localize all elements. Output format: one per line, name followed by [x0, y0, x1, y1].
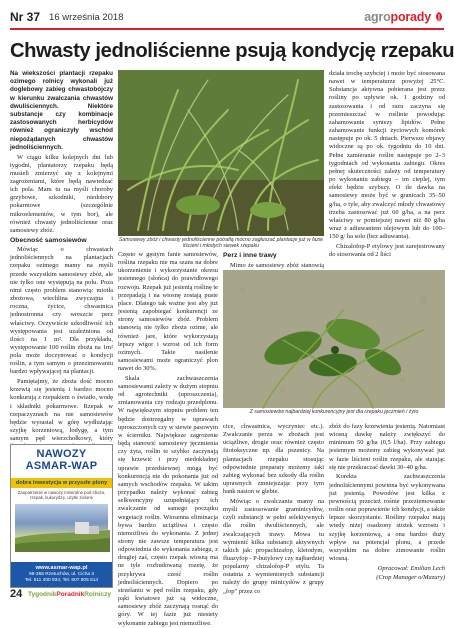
publication-name — [28, 591, 111, 598]
advertisement-asmar-wap[interactable] — [10, 444, 113, 588]
paragraph: zbóż do fazy krzewienia jesienią. Natomiast wiosną dawkę należy zwiększyć do minimum 50 g/ha (0,5 l/ha). Przy zabiegu jesiennym możemy zabieg wykonywać już w fazie liścieni roślin rzepaku, ale starając się nie przekraczać dawki 30–40 g/ha. — [329, 423, 445, 471]
ad-line-1: NAWOZY — [36, 448, 87, 460]
paragraph: Korekta zachwaszczenia jednoliściennymi powinna być wykonywana już jesienią. Powodów jest kilka z pewnością przecież rośnie przeziemowanie roślin oraz poprawienie ich kondycji, a także lepsze skorzystanie. Rośliny rzepaku mają wtedy niżej osadzony stożek wzrostu i szyjkę korzeniową, a ona bardzo duży wpływ na potencjał plonu, a przede wszystkim na dobre zimowanie roślin wiosną. — [329, 473, 445, 562]
subheading: Obecność samosiewów — [10, 236, 87, 244]
ad-phone: Tel. 511 400 934, Tel. 607 605 514 — [24, 578, 99, 583]
author-role: (Crop Manager o/Mazury) — [376, 574, 445, 582]
paragraph: Często w gęstym fanie samosiewów, roślina rzepaku nie ma szans na dobre ukorzenienie i wykorzystanie okresu jesiennego (słońca) do prawidłowego rozwoju. Rzepak już jesienią roślinę te przepadają i na wiosnę zostają puste place. Dlatego tak ważne jest aby już jesienią zapobiegać konkurencji ze strony samosiewów zbóż. Problem stanowią nie tylko zboża ozime, ale również jare, które wykorzystają lepszy wigor i wzrost od ich form ozimych. Takie nasilenie samosiewami może ograniczyć plon nawet do 30%. — [118, 251, 218, 373]
column-4-continued — [329, 423, 445, 588]
page-number: 24 — [10, 588, 23, 600]
paragraph: Mówiąc o zwalczaniu mamy na myśli zastosowanie graminicydów, czyli substancji w pełni selektywnych dla roślin dwuliściennych, ale zwalczających trawy. Mowa tu wymienić kilka substancji aktywnych takich jak: propachizafop, kletodym, fluazyfop - P-butylowy czy najbardziej popularny chizalofop-P etylu. Ta ostatnia z wymienionych substancji należy do grupy minicydów z grupy „fop" przez co — [223, 497, 324, 595]
ad-heading — [11, 445, 112, 477]
column-1 — [10, 70, 113, 443]
brand-porady: porady — [390, 10, 431, 24]
column-4 — [329, 70, 445, 270]
paragraph: Pamiętajmy, że zboża dość mocno krzewią się jesienią i bardzo mocno konkurują z rzepakiem o światło, wodę i składniki pokarmowe. Rzepak w rzepaczyznach na nie samosiewów będzie wyrastał w górę wydłużając szyjkę korzeniową, łodygę, a tym samym pęd wierzchołkowy, który — [10, 378, 113, 443]
header-rule — [10, 28, 444, 30]
brand-agro: agro — [364, 10, 391, 24]
issue-number: Nr 37 — [10, 10, 41, 24]
ad-line-2: ASMAR-WAP — [25, 460, 98, 472]
article-title: Chwasty jednoliścienne psują kondycję rzepaku — [10, 40, 454, 62]
paragraph: działa trochę szybciej i może być stosowana nawet w temperaturze powyżej 25°C. Substancja aktywna pobierana jest przez rośliny po upływie ok. 1 godziny od zastosowania i od razu zaczyna się przemieszczać w roślinie powodując zahamowanie syntezy lipidów. Pełne zahamowanie funkcji życiowych komórek następuje po ok. 5 dniach. Pierwsze objawy widoczne są po ok. tygodniu do 10 dni. Pełne zamieranie roślin następuje po 2–3 tygodniach od wykonania zabiegu. Okres pełnej skuteczności zależy od temperatury po wykonaniu zabiegu – im cieplej, tym efekt będzie szybszy. O ile dawka na samosiewy może być w granicach 35–50 g/ha, o tyle, aby zwalczyć młody chwastowy trzeba zastosować już 60 g/ha, a na perz właściwy w pomiejszej nawet niż 80 g/ha wraz z adiuwantem olejowym lub do 100–150 g/ ha solo (bez adiuwanta). — [329, 70, 445, 241]
section-brand — [364, 10, 444, 24]
author-name: Opracował: Emilian Lech — [377, 564, 445, 572]
lead-paragraph: Na wiekszości plantacji rzepaku ozimego rolnicy wykonali już doglebowy zabieg chwastobójczy w kierunku zwalczania chwastów dwuliściennych. Niektóre substancje czy kombinacje zastosowanych herbicydów również ograniczyły wschód niepożądanych chwastów jednoliściennych. — [10, 70, 113, 151]
paragraph: W ciągu kilku kolejnych dni lub tygodni, plantatorzy rzepaku będą musieli zmierzyć się z kolejnymi zagrożeniami, które będą nawiedzać ich pola. Mam tu na myśli choroby grzybowe, szkodniki, niedobory pokarmowe (szczególnie mikroelementów, w tym bor), ale również chwasty jednoliścienne oraz samosiewy zbóż. — [10, 153, 113, 234]
ad-website[interactable]: www.asmar-wap.pl — [35, 565, 88, 571]
ad-field-image — [15, 504, 108, 552]
pub-part-1: Tygodnik — [28, 591, 57, 598]
page-header — [10, 6, 444, 28]
photo-rapeseed-seedlings — [223, 270, 445, 408]
field-icon — [15, 504, 110, 552]
ad-contact — [11, 562, 112, 587]
pub-part-3: Rolniczy — [84, 591, 111, 598]
paragraph: Mówiąc o chwastach jednoliściennych na plantacjach rzepaku ozimego mamy na myśli przede wszystkim samosiewy zbóż, ale nie tylko one występują na polu. Poza nimi często problem stanowią: miotła zbożowa, wiechlina zwyczajna i roczna, życice, chwastnica jednostronna czy wreszcie perz właściwy. Oczywiście szkodliwość ich występowania jest uzależniona od ilości na 1 m². Dla przykładu, występowanie 100 roślin zboża na 1m² pola może doczynować o kondycji roślin, a tym samym o przezimowaniu bardzo wpływającej na plantacji. — [10, 246, 113, 376]
leaf-icon — [434, 11, 444, 23]
ad-address: 98-355 Rzetuchów, ul. Cicha 3 — [28, 572, 95, 577]
ad-description: Zaopatrzenie w nawozy mineralne pod zboża, rzepak, kukurydzę, użytki zielone — [17, 490, 106, 500]
issue-date: 16 września 2018 — [49, 11, 124, 23]
subheading: Perz i inne trawy — [223, 252, 277, 259]
paragraph: cice, chwastnica, wyczyniec etc.). Zwalczanie perzu w zbożach jest uciążliwe, drogie oraz również często fitotoksyczne np. dla pszenicy. Na plantacjach rzepaku stosując odpowiednie preparaty możemy taki zabieg wykonać bez szkody dla roślin uprawnych zmniejszając przy tym bank nasion w glebie. — [223, 423, 324, 496]
column-3-continued — [223, 423, 324, 595]
ad-slogan: dobra inwestycja w przyszłe plony — [11, 478, 112, 488]
paragraph: Skala zachwaszczenia samosiewami zależy w dużym stopniu od agrotechniki (uproszczenia), zmianowania czy rodzaju przedplonu. W największym stopniu problem ten będzie dostrzegalny w uprawach uproszczonych czy w siewie pasowym w ścierniku. Największe zagrożenie będą stanowić samosiewy jęczmienia czy żyta, roślin te szybko zaczynają się krzewić i przy niedokładnej uprawie przedsiewnej mogą być konkurencją nie do pokonania już od samych wschodów rzepaku. W takim przypadku należy wykonać zabieg selkwencyjny uzupełniający ich zwalczanie od samego początku wegetacji roślin. Wiosenna eliminacja bywa bardzo uciążliwa i często niemożliwa do wykonania. Z jednej strony nie zawsze temperatura jest odpowiednia do wykonania zabiegu, z drugiej zaś, często rzepak wiosną ma ne tyle rozbudowaną rozetę, że przykrywa cześć roślin jednoliściennych. Dopiero po strzelaniu w pęd roślin rzepaku, gdy pąki kwiatowe już są widoczne, samosiewy zbóż zaczynają rosnąć do góry. W tej fazie już niestety wykonanie zabiegu jest niemożliwe. — [118, 374, 218, 627]
paragraph: Mimo że samosiewy zbóż stanowią — [230, 261, 324, 269]
paragraph: Chizalofop-P etylowy jest zarejestrowany do stosowania od 2 liści — [329, 242, 445, 258]
photo-caption: Z samosiewów najbardziej konkurencyjny jest dla rzepaku jęczmień i żyto — [249, 409, 419, 415]
photo-caption: Samosiewy zbóż i chwasty jednoliścienne potrafią mocno zagłuszać plantacje już w fazie liścieni i młodych siewek rzepaku — [118, 237, 324, 250]
column-2 — [118, 251, 218, 627]
photo-volunteer-cereals — [118, 70, 324, 236]
pub-part-2: Poradnik — [56, 591, 85, 598]
